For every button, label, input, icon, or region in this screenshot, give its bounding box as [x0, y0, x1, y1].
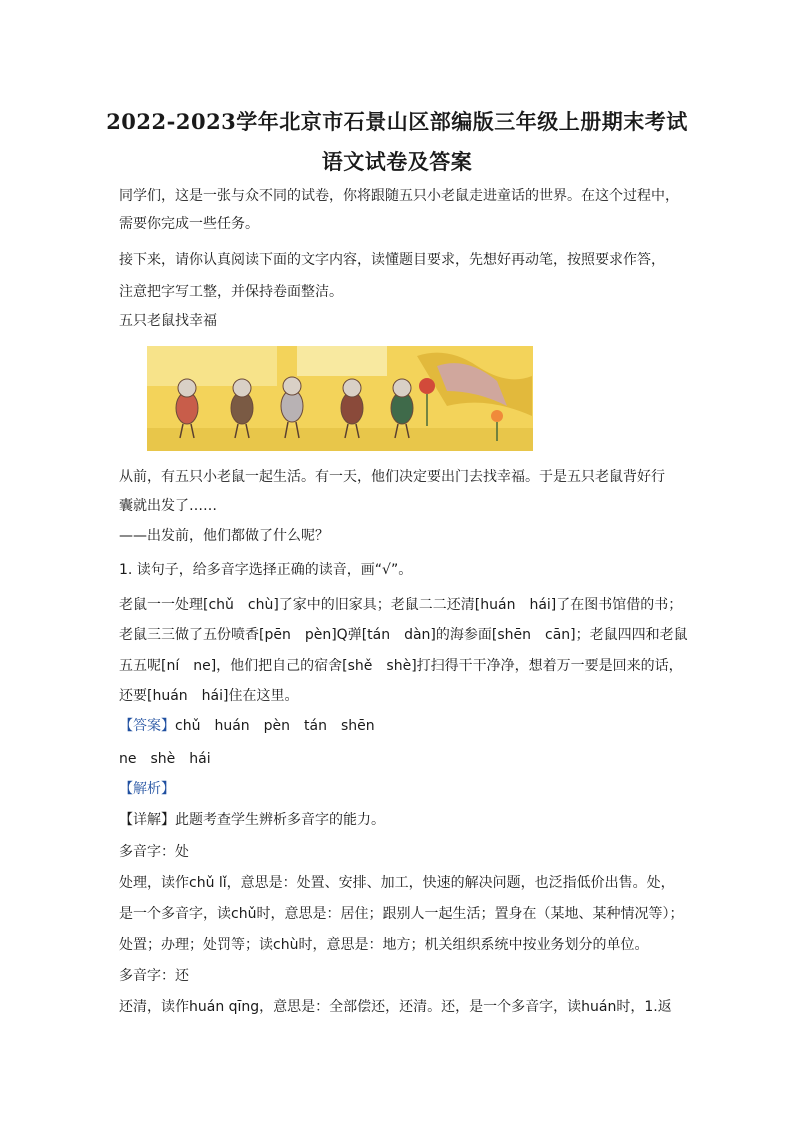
question-line: 还要[huán hái]住在这里。 [119, 688, 299, 704]
detail-text: 此题考查学生辨析多音字的能力。 [175, 812, 385, 828]
page-title-line2: 语文试卷及答案 [321, 149, 473, 174]
analysis-label: 【解析】 [119, 781, 175, 797]
mice-picture [147, 346, 533, 451]
analysis-line: 是一个多音字，读chǔ时，意思是：居住；跟别人一起生活；置身在（某地、某种情况等）； [119, 906, 684, 922]
story-line: 从前，有五只小老鼠一起生活。有一天，他们决定要出门去找幸福。于是五只老鼠背好行 [119, 469, 665, 485]
story-line: ——出发前，他们都做了什么呢？ [119, 528, 329, 544]
question-line: 老鼠一一处理[chǔ chù]了家中的旧家具；老鼠二二还清[huán hái]了在图书馆借的书； [119, 597, 683, 613]
question-line: 五五呢[ní ne]，他们把自己的宿舍[shě shè]打扫得干干净净，想着万一要是回来的话， [119, 658, 683, 674]
analysis-line: 处理，读作chǔ lǐ，意思是：处置、安排、加工，快速的解决问题，也泛指低价出售。处， [119, 875, 675, 891]
question-line: 老鼠三三做了五份喷香[pēn pèn]Q弹[tán dàn]的海参面[shēn cān]；老鼠四四和老鼠 [119, 627, 688, 643]
story-title: 五只老鼠找幸福 [119, 313, 217, 329]
intro-line: 同学们，这是一张与众不同的试卷，你将跟随五只小老鼠走进童话的世界。在这个过程中， [119, 188, 679, 204]
analysis-line: 多音字：处 [119, 844, 189, 860]
intro-line: 注意把字写工整，并保持卷面整洁。 [119, 284, 343, 300]
page-title-line1: 2022-2023学年北京市石景山区部编版三年级上册期末考试 [106, 109, 688, 134]
answer-label: 【答案】 [119, 718, 175, 734]
detail-label: 【详解】 [119, 812, 175, 828]
analysis-line: 还清，读作huán qīng，意思是：全部偿还，还清。还，是一个多音字，读huán时，1.返 [119, 999, 672, 1015]
analysis-line: 处置；办理；处罚等；读chù时，意思是：地方；机关组织系统中按业务划分的单位。 [119, 937, 649, 953]
analysis-line: 多音字：还 [119, 968, 189, 984]
answer-line: ne shè hái [119, 751, 211, 767]
answer-text: chǔ huán pèn tán shēn [175, 718, 375, 734]
question-prompt: 1. 读句子，给多音字选择正确的读音，画“√”。 [119, 562, 413, 578]
story-line: 囊就出发了…… [119, 498, 217, 514]
intro-line: 接下来，请你认真阅读下面的文字内容，读懂题目要求，先想好再动笔，按照要求作答， [119, 252, 665, 268]
detail-row [119, 810, 385, 830]
answer-row [119, 716, 375, 736]
five-mice-illustration [147, 346, 533, 451]
intro-line: 需要你完成一些任务。 [119, 216, 259, 232]
